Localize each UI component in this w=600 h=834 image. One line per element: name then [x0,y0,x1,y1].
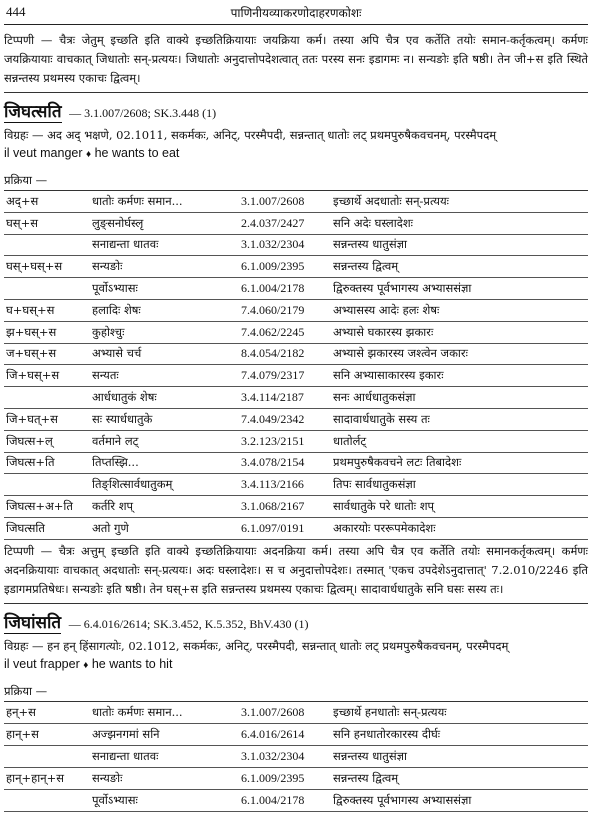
derivation-row [4,408,588,430]
derivation-row [4,278,588,300]
derivation-row [4,365,588,387]
derivation-table [4,702,588,812]
step-sutra: 6.1.009/2395 [241,770,305,785]
step-rule: लुङ्सनोर्घस्लृ [92,215,144,230]
diamond-icon: ♦ [86,149,92,160]
step-form [4,387,78,409]
step-sutra: 3.1.032/2304 [241,237,305,252]
step-description: सादावार्धधातुके सस्य तः [333,411,430,426]
step-sutra: 3.4.113/2166 [241,477,304,492]
step-form: जिघत्स+ल् [6,433,53,448]
step-form: अद्+स [6,193,39,208]
step-description: इच्छार्थे अदधातोः सन्-प्रत्ययः [333,193,449,208]
step-sutra: 7.4.062/2245 [241,324,305,339]
step-form: हान्+हान्+स [6,770,64,785]
prakriya-label: प्रक्रिया — [4,170,588,191]
step-sutra: 3.4.114/2187 [241,390,304,405]
step-description: सन्नन्तस्य द्वित्वम् [333,770,399,785]
step-sutra: 6.1.009/2395 [241,259,305,274]
step-form: ज+घस्+स [6,346,57,361]
derivation-row [4,321,588,343]
derivation-table [4,191,588,540]
derivation-row [4,452,588,474]
step-rule: पूर्वोऽभ्यासः [92,792,138,807]
gloss-french: il veut frapper [4,656,80,671]
step-form: घ+घस्+स [6,302,55,317]
derivation-row [4,191,588,212]
step-description: सनि अभ्यासाकारस्य इकारः [333,368,444,383]
step-description: अभ्यासस्य आदेः हलः शेषः [333,302,440,317]
step-description: द्विरुक्तस्य पूर्वभागस्य अभ्याससंज्ञा [333,792,472,807]
derivation-row [4,256,588,278]
diamond-icon: ♦ [83,659,89,671]
step-rule: सन्यतः [92,368,119,383]
step-sutra: 3.1.007/2608 [241,704,305,719]
derivation-row [4,723,588,745]
entry-heading [4,612,588,635]
derivation-row [4,234,588,256]
step-rule: कुहोश्चुः [92,324,125,339]
step-rule: वर्तमाने लट् [92,433,139,448]
entry-word: जिघांसति [4,612,62,633]
step-description: सन्नन्तस्य द्वित्वम् [333,259,399,274]
derivation-row [4,496,588,518]
entry-word: जिघत्सति [4,102,62,122]
step-form [4,745,78,767]
step-sutra: 6.1.097/0191 [241,520,305,535]
derivation-row [4,212,588,234]
step-rule: तिप्तस्झि... [92,455,139,470]
gloss-english: he wants to eat [94,146,180,160]
derivation-row [4,343,588,365]
step-description: अकारयोः पररूपमेकादेशः [333,520,436,535]
step-form: घस्+स [6,215,38,230]
step-description: सार्वधातुके परे धातोः शप् [333,499,435,514]
step-rule: कर्तरि शप् [92,499,134,514]
step-sutra: 7.4.049/2342 [241,411,305,426]
entry-vigraha: विग्रहः — हन हन् हिंसागत्योः, 02.1012, सकर्मकः, अनिट्, परस्मैपदी, सन्नन्तात् धातोः लट् प्रथमपुरुषैकवचनम्, परस्मैपदम् [4,638,509,653]
page-header [4,0,588,25]
step-form: जिघत्सति [6,520,45,535]
step-sutra: 8.4.054/2182 [241,346,305,361]
derivation-row [4,299,588,321]
step-sutra: 3.1.068/2167 [241,499,305,514]
derivation-row [4,430,588,452]
step-sutra: 3.1.032/2304 [241,748,305,763]
step-description: तिपः सार्वधातुकसंज्ञा [333,477,416,492]
gloss-french: il veut manger [4,146,83,160]
step-description: प्रथमपुरुषैकवचने लटः तिबादेशः [333,455,462,470]
step-sutra: 3.2.123/2151 [241,433,305,448]
entry-vigraha: विग्रहः — अद अद् भक्षणे, 02.1011, सकर्मकः, अनिट्, परस्मैपदी, सन्नन्तात् धातोः लट् प्रथमपुरुषैकवचनम्, परस्मैपदम् [4,128,497,142]
entry-note: टिप्पणी — चैत्रः अत्तुम् इच्छति इति वाक्ये इच्छतिक्रियायाः अदनक्रिया कर्म। तस्या अपि चैत्र एव कर्तेति तयोः समानकर्तृकत्वम्। कर्मणः अदनक्रियायाः वाचकात् अदधातोः सन्-प्रत्ययः। अदः घस्लादेशः। स च अनुदात्तोपदेशः। तस्मात् 'एकच उपदेशेऽनुदात्तात्' 7.2.010/2246 इति इडागमप्रतिषेधः। सन्यङोः इति षष्ठी। तेन घस्+स इति सन्नन्तस्य प्रथमस्य एकाचः द्वित्वम्। सादावार्धधातुके सनि घसः सस्य तः। [4,540,588,604]
derivation-row [4,789,588,811]
entry-reference: — 3.1.007/2608; SK.3.448 (1) [69,106,217,120]
step-description: सन्नन्तस्य धातुसंज्ञा [333,237,407,252]
step-form [4,234,78,256]
step-rule: अतो गुणे [92,520,129,535]
step-sutra: 7.4.079/2317 [241,368,305,383]
step-rule: तिङ्शित्सार्वधातुकम् [92,477,173,492]
step-rule: सः स्यार्धधातुके [92,411,153,426]
step-description: सनि अदेः घस्लादेशः [333,215,413,230]
step-sutra: 6.1.004/2178 [241,792,305,807]
step-form: हन्+स [6,704,36,719]
step-form: जि+घत्+स [6,411,58,426]
step-sutra: 6.1.004/2178 [241,281,305,296]
prakriya-label: प्रक्रिया — [4,681,588,702]
step-form: हान्+स [6,726,39,741]
step-description: अभ्यासे झकारस्य जश्त्वेन जकारः [333,346,468,361]
step-form [4,278,78,300]
step-rule: सनाद्यन्ता धातवः [92,748,159,763]
entry-gloss [4,655,588,675]
step-form: झ+घस्+स [6,324,57,339]
step-rule: पूर्वोऽभ्यासः [92,281,138,296]
step-form: घस्+घस्+स [6,259,63,274]
step-form [4,789,78,811]
derivation-row [4,474,588,496]
derivation-row [4,702,588,724]
step-form [4,474,78,496]
derivation-row [4,517,588,539]
step-rule: सन्यङोः [92,770,123,785]
step-description: सन्नन्तस्य धातुसंज्ञा [333,748,407,763]
step-sutra: 6.4.016/2614 [241,726,305,741]
step-rule: धातोः कर्मणः समान... [92,704,183,719]
step-sutra: 3.1.007/2608 [241,193,305,208]
step-rule: सन्यङोः [92,259,123,274]
step-description: इच्छार्थे हनधातोः सन्-प्रत्ययः [333,704,447,719]
step-rule: धातोः कर्मणः समान... [92,193,183,208]
step-rule: आर्धधातुकं शेषः [92,390,157,405]
derivation-row [4,387,588,409]
top-note: टिप्पणी — चैत्रः जेतुम् इच्छति इति वाक्ये इच्छतिक्रियायाः जयक्रिया कर्म। तस्या अपि चैत्र एव कर्तेति तयोः समान-कर्तृकत्वम्। कर्मणः जयक्रियायाः वाचकात् जिधातोः सन्-प्रत्ययः। जिधातोः अनुदात्तोपदेशत्वात् ततः परस्य सनः इडागमः न। सन्यङोः इति षष्ठी। तेन जी+स इति स्थिते सन्नन्तस्य प्रथमस्य एकाचः द्वित्वम्। [4,29,588,93]
step-description: अभ्यासे घकारस्य झकारः [333,324,434,339]
step-sutra: 3.4.078/2154 [241,455,305,470]
derivation-row [4,767,588,789]
step-form: जिघत्स+अ+ति [6,499,73,514]
step-description: सनः आर्धधातुकसंज्ञा [333,390,416,405]
step-form: जि+घस्+स [6,368,60,383]
step-rule: सनाद्यन्ता धातवः [92,237,159,252]
step-sutra: 2.4.037/2427 [241,215,305,230]
step-rule: हलादिः शेषः [92,302,141,317]
step-form: जिघत्स+ति [6,455,55,470]
entry-reference: — 6.4.016/2614; SK.3.452, K.5.352, BhV.430 (1) [68,616,309,631]
step-rule: अज्झनगमां सनि [92,726,160,741]
step-description: सनि हनधातोरकारस्य दीर्घः [333,726,441,741]
running-title: पाणिनीयव्याकरणोदाहरणकोशः [230,6,362,20]
step-sutra: 7.4.060/2179 [241,302,305,317]
derivation-row [4,745,588,767]
step-description: द्विरुक्तस्य पूर्वभागस्य अभ्याससंज्ञा [333,281,472,296]
step-rule: अभ्यासे चर्च [92,346,142,361]
gloss-english: he wants to hit [91,656,173,671]
step-description: धातोर्लट् [333,433,367,448]
page-number: 444 [6,4,26,19]
entry-gloss [4,144,588,164]
entry-heading [4,101,588,124]
